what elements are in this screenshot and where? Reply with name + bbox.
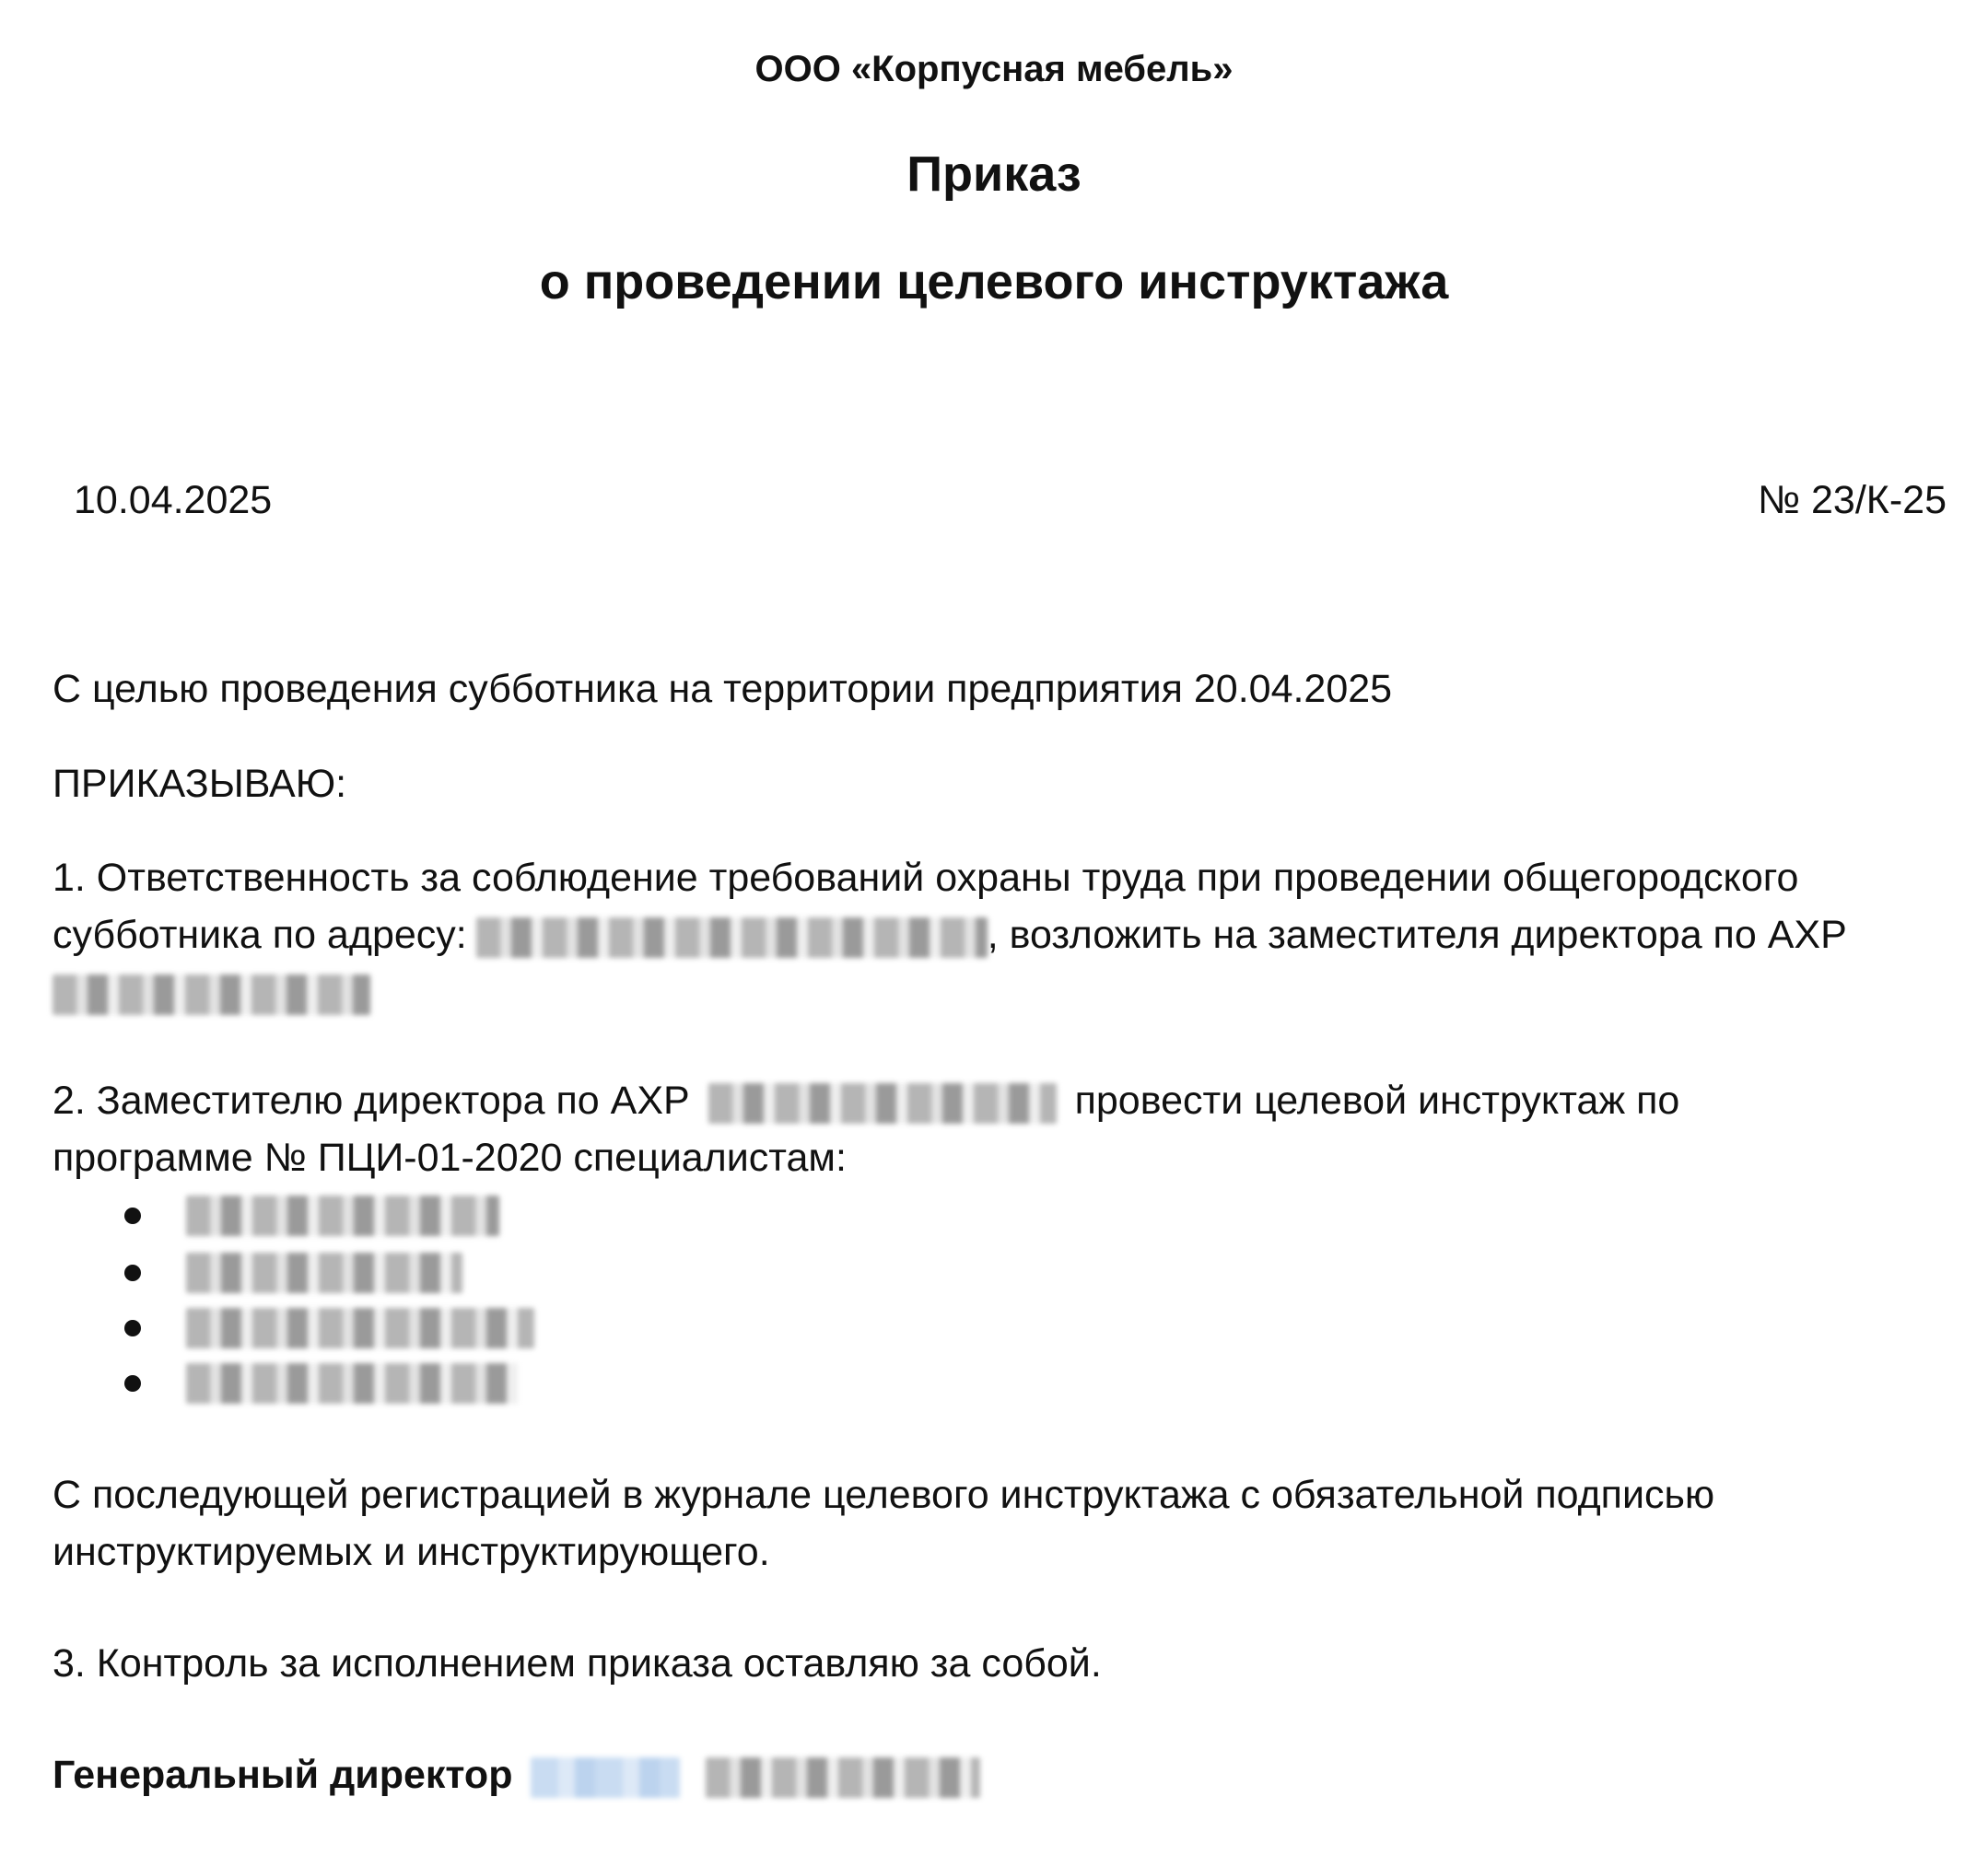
registration-line-2: инструктируемых и инструктирующего. — [53, 1530, 770, 1574]
bullet-icon — [124, 1265, 141, 1281]
redacted-name — [186, 1308, 534, 1348]
redacted-signature — [531, 1757, 680, 1798]
redacted-name — [53, 974, 370, 1015]
bullet-icon — [124, 1208, 141, 1224]
item-2-deputy-label: 2. Заместителю директора по АХР — [53, 1079, 690, 1123]
redacted-address — [476, 917, 988, 958]
item-2-instruction-text: провести целевой инструктаж по — [1074, 1079, 1680, 1123]
intro-text: С целью проведения субботника на территории предприятия 20.04.2025 — [53, 667, 1393, 711]
item-1-line-2 — [53, 906, 1847, 963]
redacted-name — [708, 1083, 1057, 1124]
organization-name: ООО «Корпусная мебель» — [754, 49, 1234, 89]
redacted-name — [186, 1196, 499, 1236]
item-3: 3. Контроль за исполнением приказа оставляю за собой. — [53, 1641, 1102, 1686]
signature-role: Генеральный директор — [53, 1753, 513, 1797]
item-2-line-1 — [53, 1072, 1679, 1129]
item-1-line-1: 1. Ответственность за соблюдение требований охраны труда при проведении общегородского — [53, 856, 1799, 900]
registration-line-1: С последующей регистрацией в журнале целевого инструктажа с обязательной подписью — [53, 1473, 1715, 1517]
order-date: 10.04.2025 — [74, 478, 273, 522]
redacted-name — [706, 1757, 980, 1798]
item-2-line-2: программе № ПЦИ-01-2020 специалистам: — [53, 1136, 847, 1180]
bullet-icon — [124, 1375, 141, 1392]
bullet-icon — [124, 1320, 141, 1336]
item-1-assign-text: , возложить на заместителя директора по АХР — [987, 913, 1847, 957]
document-subtitle: о проведении целевого инструктажа — [539, 254, 1449, 309]
item-1-line-3 — [53, 963, 370, 1021]
redacted-name — [186, 1363, 518, 1404]
order-word: ПРИКАЗЫВАЮ: — [53, 762, 347, 806]
document-title: Приказ — [906, 146, 1082, 202]
order-number: № 23/К-25 — [1757, 478, 1947, 522]
signature-block — [53, 1746, 980, 1803]
item-1-address-label: субботника по адресу: — [53, 913, 467, 957]
redacted-name — [186, 1253, 462, 1293]
